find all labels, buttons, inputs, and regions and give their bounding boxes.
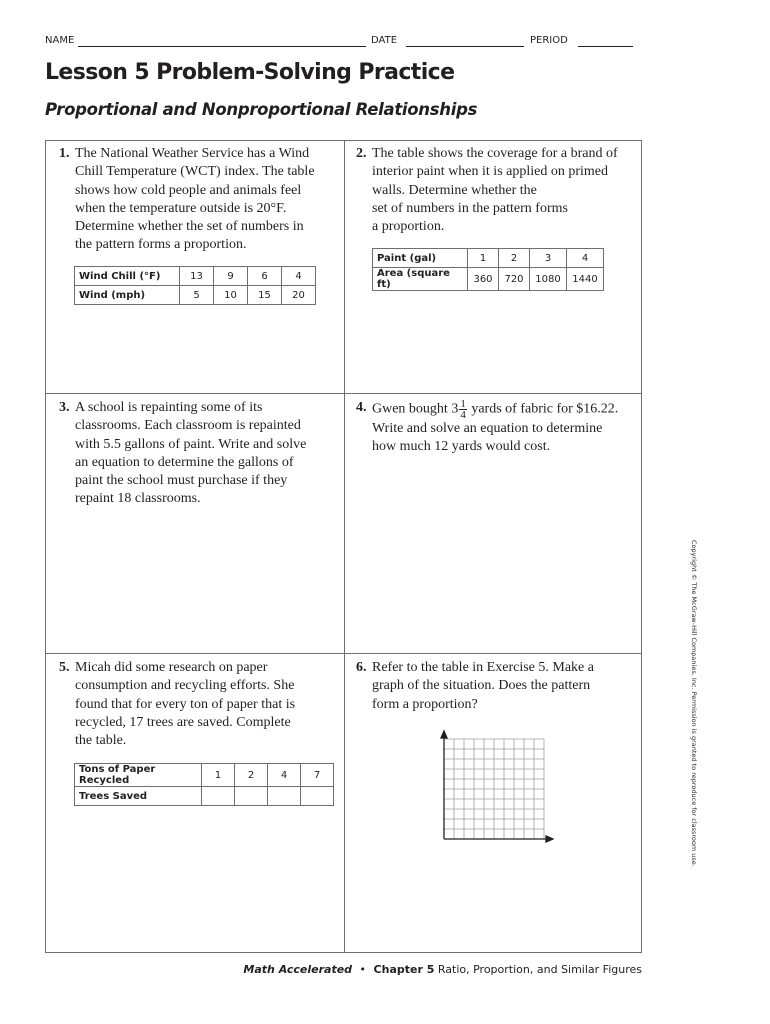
table-row <box>75 764 334 787</box>
table-row <box>75 787 334 806</box>
table-cell: 360 <box>468 268 499 291</box>
problem-5-text-line: Micah did some research on paper <box>75 660 268 675</box>
problem-5-text-line: the table. <box>75 733 127 749</box>
table-row <box>373 249 604 268</box>
footer-book-title: Math Accelerated <box>243 963 353 976</box>
table-row-label: Wind Chill (°F) <box>75 267 180 286</box>
table-row <box>75 267 316 286</box>
grid-divider-vertical <box>344 141 345 952</box>
wind-chill-table <box>74 266 316 305</box>
table-row-label: Tons of Paper Recycled <box>75 764 202 787</box>
name-label: NAME <box>45 35 75 46</box>
problem-3-text-line: with 5.5 gallons of paint. Write and solve <box>75 436 307 452</box>
table-cell: 10 <box>214 286 248 305</box>
table-cell: 1440 <box>567 268 604 291</box>
problem-2-text-line: walls. Determine whether the <box>372 182 537 198</box>
problem-1-text-line: when the temperature outside is 20°F. <box>75 200 287 216</box>
problem-6-text-line: form a proportion? <box>372 696 478 712</box>
problem-5-text-line: recycled, 17 trees are saved. Complete <box>75 714 291 730</box>
problem-4-text-line: Write and solve an equation to determine <box>372 421 603 436</box>
page-footer <box>243 963 642 976</box>
problem-2-text-line: The table shows the coverage for a brand of <box>372 146 618 161</box>
problem-5 <box>59 659 344 750</box>
trees-saved-answer-cell[interactable] <box>268 787 301 806</box>
table-cell: 1080 <box>530 268 567 291</box>
table-cell: 20 <box>282 286 316 305</box>
problem-1 <box>59 145 344 255</box>
problem-4-number: 4. <box>356 400 367 415</box>
table-row <box>373 268 604 291</box>
date-field[interactable] <box>406 46 524 47</box>
paper-recycling-table <box>74 763 334 806</box>
problem-2-number: 2. <box>356 146 367 161</box>
problem-5-text-line: consumption and recycling efforts. She <box>75 678 295 694</box>
footer-separator: • <box>359 963 367 976</box>
table-cell: 6 <box>248 267 282 286</box>
table-cell: 7 <box>301 764 334 787</box>
problem-1-text-line: The National Weather Service has a Wind <box>75 146 310 161</box>
page-title: Lesson 5 Problem-Solving Practice <box>45 60 455 85</box>
problem-1-text-line: Determine whether the set of numbers in <box>75 219 304 235</box>
table-row-label: Trees Saved <box>75 787 202 806</box>
problem-6 <box>356 659 643 714</box>
table-cell: 1 <box>468 249 499 268</box>
problem-1-number: 1. <box>59 146 70 161</box>
copyright-notice <box>684 540 698 880</box>
problem-3-text-line: an equation to determine the gallons of <box>75 454 294 470</box>
footer-chapter-title: Ratio, Proportion, and Similar Figures <box>437 963 642 976</box>
name-field[interactable] <box>78 46 366 47</box>
problem-2-text-line: interior paint when it is applied on primed <box>372 164 609 180</box>
mixed-number-fraction <box>459 399 467 420</box>
table-cell: 2 <box>235 764 268 787</box>
table-cell: 13 <box>180 267 214 286</box>
student-info-header <box>45 35 645 49</box>
problem-3-text-line: paint the school must purchase if they <box>75 473 288 489</box>
problem-3-text-line: classrooms. Each classroom is repainted <box>75 418 301 434</box>
problem-3 <box>59 399 344 509</box>
y-axis-arrow-icon <box>441 731 447 738</box>
fraction-denominator: 4 <box>460 409 466 421</box>
table-cell: 720 <box>499 268 530 291</box>
table-row-label: Area (square ft) <box>373 268 468 291</box>
table-row-label: Paint (gal) <box>373 249 468 268</box>
problem-3-number: 3. <box>59 400 70 415</box>
table-row <box>75 286 316 305</box>
grid-divider-row2 <box>46 653 641 654</box>
date-label: DATE <box>371 35 398 46</box>
problem-1-text-line: Chill Temperature (WCT) index. The table <box>75 164 315 180</box>
problem-5-text-line: found that for every ton of paper that is <box>75 696 296 712</box>
footer-chapter: Chapter 5 <box>373 963 435 976</box>
period-field[interactable] <box>578 46 633 47</box>
problem-4-text-part: yards of fabric for $16.22. <box>467 401 619 417</box>
problem-2-text-line: set of numbers in the pattern forms <box>372 200 568 216</box>
page-subtitle: Proportional and Nonproportional Relationships <box>45 100 478 119</box>
problem-2-text-line: a proportion. <box>372 219 445 235</box>
fraction-numerator: 1 <box>460 398 466 410</box>
table-cell: 15 <box>248 286 282 305</box>
coordinate-graph-grid[interactable] <box>434 729 554 849</box>
problem-4 <box>356 399 643 457</box>
table-cell: 9 <box>214 267 248 286</box>
problem-4-text-line <box>372 399 643 420</box>
table-cell: 3 <box>530 249 567 268</box>
problem-1-text-line: shows how cold people and animals feel <box>75 182 302 198</box>
problem-4-text-line: how much 12 yards would cost. <box>372 439 551 455</box>
problem-6-number: 6. <box>356 660 367 675</box>
grid-divider-row1 <box>46 393 641 394</box>
trees-saved-answer-cell[interactable] <box>301 787 334 806</box>
problem-grid <box>45 140 642 953</box>
problem-3-text-line: A school is repainting some of its <box>75 400 263 415</box>
copyright-text: Copyright © The McGraw-Hill Companies, Inc. Permission is granted to reproduce for classroom use. <box>690 540 698 867</box>
problem-2 <box>356 145 643 236</box>
paint-coverage-table <box>372 248 604 291</box>
table-row-label: Wind (mph) <box>75 286 180 305</box>
table-cell: 4 <box>567 249 604 268</box>
problem-5-number: 5. <box>59 660 70 675</box>
table-cell: 1 <box>202 764 235 787</box>
problem-1-text-line: the pattern forms a proportion. <box>75 237 247 253</box>
table-cell: 4 <box>268 764 301 787</box>
x-axis-arrow-icon <box>546 836 553 842</box>
table-cell: 2 <box>499 249 530 268</box>
table-cell: 5 <box>180 286 214 305</box>
table-cell: 4 <box>282 267 316 286</box>
trees-saved-answer-cell[interactable] <box>235 787 268 806</box>
period-label: PERIOD <box>530 35 568 46</box>
problem-6-text-line: Refer to the table in Exercise 5. Make a <box>372 660 594 675</box>
trees-saved-answer-cell[interactable] <box>202 787 235 806</box>
problem-3-text-line: repaint 18 classrooms. <box>75 491 201 507</box>
problem-6-text-line: graph of the situation. Does the pattern <box>372 678 591 694</box>
problem-4-text-part: Gwen bought 3 <box>372 401 459 417</box>
